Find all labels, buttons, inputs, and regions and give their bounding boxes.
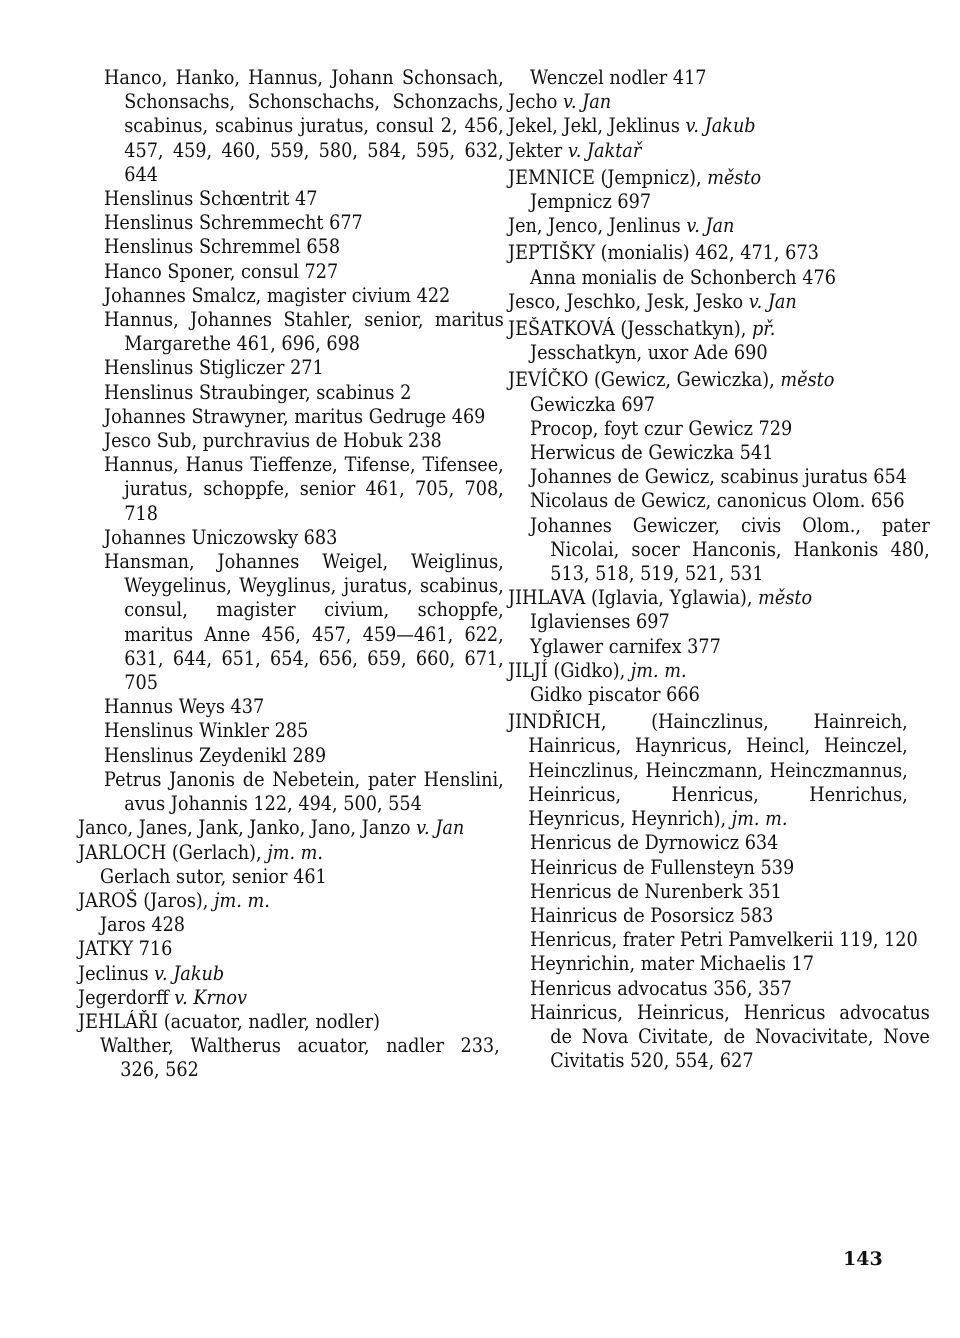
index-entry	[530, 341, 930, 365]
entry-text: Hainricus, Heinricus, Henricus advocatus de Nova Civitate, de Novacivitate, Nove Civitatis 520, 554, 627	[530, 1000, 930, 1073]
entry-text: Jegerdorff	[78, 985, 175, 1009]
entry-text: Hainricus de Posorsicz 583	[530, 903, 774, 927]
entry-text: Henslinus Stigliczer 271	[104, 356, 324, 380]
entry-note: jm. m.	[214, 888, 270, 912]
entry-text: Jesschatkyn, uxor Ade 690	[530, 341, 768, 365]
entry-text: JEMNICE (Jempnicz),	[508, 165, 708, 189]
index-entry	[530, 1001, 930, 1074]
entry-text: Henricus, frater Petri Pamvelkerii 119, 120	[530, 928, 918, 952]
index-entry	[78, 962, 478, 986]
index-entry	[530, 66, 930, 90]
index-entry	[104, 211, 504, 235]
index-entry	[104, 308, 504, 356]
index-entry	[104, 744, 504, 768]
index-entry	[104, 405, 504, 429]
index-entry	[100, 913, 500, 937]
entry-text: JEPTIŠKY (monialis) 462, 471, 673	[508, 241, 819, 265]
entry-note: jm. m.	[731, 807, 788, 831]
entry-note: v. Krnov	[174, 985, 247, 1009]
entry-text: Herwicus de Gewiczka 541	[530, 441, 774, 465]
index-entry	[104, 695, 504, 719]
index-entry	[508, 586, 908, 610]
entry-text: JEŠATKOVÁ (Jesschatkyn),	[508, 317, 752, 341]
entry-text: Henslinus Schœntrit 47	[104, 187, 318, 211]
index-entry	[78, 889, 478, 913]
index-entry	[530, 928, 930, 952]
index-entry	[104, 550, 504, 695]
entry-text: JEHLÁŘI (acuator, nadler, nodler)	[78, 1009, 381, 1033]
index-entry	[530, 977, 930, 1001]
index-entry	[508, 710, 908, 831]
entry-text: Gidko piscator 666	[530, 683, 700, 707]
entry-text: Jekel, Jekl, Jeklinus	[508, 114, 686, 138]
entry-text: Johannes Smalcz, magister civium 422	[104, 283, 451, 307]
entry-text: Janco, Janes, Jank, Janko, Jano, Janzo	[78, 816, 417, 840]
index-entry	[508, 139, 908, 163]
entry-text: Hanco Sponer, consul 727	[104, 259, 339, 283]
entry-text: Henslinus Straubinger, scabinus 2	[104, 380, 412, 404]
entry-text: Jesco, Jeschko, Jesk, Jesko	[508, 289, 749, 313]
entry-text: Henslinus Winkler 285	[104, 719, 309, 743]
index-entry	[78, 841, 478, 865]
page-number: 143	[843, 1248, 883, 1270]
index-entry	[508, 241, 908, 265]
entry-text: Yglawer carnifex 377	[530, 634, 721, 658]
index-entry	[530, 441, 930, 465]
entry-text: Iglavienses 697	[530, 610, 670, 634]
entry-text: Walther, Waltherus acuator, nadler 233, 326, 562	[100, 1034, 500, 1082]
entry-text: Johannes Uniczowsky 683	[104, 525, 338, 549]
entry-note: město	[707, 165, 762, 189]
index-entry	[530, 952, 930, 976]
index-entry	[78, 937, 478, 961]
index-entry	[104, 187, 504, 211]
index-entry	[104, 429, 504, 453]
index-entry	[530, 393, 930, 417]
index-entry	[104, 260, 504, 284]
entry-text: JILJÍ (Gidko),	[508, 658, 631, 682]
entry-text: Henricus de Nurenberk 351	[530, 879, 782, 903]
index-entry	[104, 66, 504, 187]
entry-text: Gewiczka 697	[530, 392, 656, 416]
index-entry	[104, 235, 504, 259]
entry-text: Heynrichin, mater Michaelis 17	[530, 952, 814, 976]
entry-text: Hannus, Johannes Stahler, senior, maritus Margarethe 461, 696, 698	[104, 308, 504, 356]
entry-text: Hannus, Hanus Tieffenze, Tifense, Tifensee, juratus, schoppfe, senior 461, 705, 708, 718	[104, 453, 504, 525]
entry-text: Henslinus Schremmel 658	[104, 235, 341, 259]
index-entry	[508, 290, 908, 314]
left-column	[78, 66, 504, 1083]
entry-text: Gerlach sutor, senior 461	[100, 864, 327, 888]
entry-text: Jesco Sub, purchravius de Hobuk 238	[104, 429, 442, 453]
entry-note: př.	[751, 317, 776, 341]
entry-note: v. Jan	[416, 816, 465, 840]
entry-note: město	[780, 368, 835, 392]
entry-text: Hannus Weys 437	[104, 695, 265, 719]
entry-note: jm. m.	[267, 840, 324, 864]
entry-text: Henslinus Schremmecht 677	[104, 211, 363, 235]
entry-note: v. Jan	[686, 214, 735, 238]
index-entry	[530, 683, 930, 707]
entry-note: město	[758, 586, 813, 610]
index-entry	[530, 880, 930, 904]
index-entry	[530, 635, 930, 659]
index-entry	[530, 465, 930, 489]
entry-text: Jecho	[508, 90, 564, 114]
entry-text: Hanco, Hanko, Hannus, Johann Schonsach, Schonsachs, Schonschachs, Schonzachs, scabinus, scabinus juratus, consul 2, 456, 457, 459, 460, 559, 580, 584, 595, 632, 644	[104, 66, 504, 186]
entry-text: Anna monialis de Schonberch 476	[530, 265, 836, 289]
index-entry	[78, 1010, 478, 1034]
entry-text: Johannes Strawyner, maritus Gedruge 469	[104, 404, 486, 428]
entry-text: Jaros 428	[100, 913, 186, 937]
entry-text: Henricus de Dyrnowicz 634	[530, 831, 779, 855]
entry-note: v. Jaktař	[567, 138, 642, 162]
entry-text: JINDŘICH, (Hainczlinus, Hainreich, Hainricus, Haynricus, Heincl, Heinczel, Heinczlinus, Heinczmann, Heinczmannus, Heinricus, Henricus, Henrichus, Heynricus, Heynrich),	[508, 710, 908, 831]
index-entry	[508, 90, 908, 114]
entry-text: Wenczel nodler 417	[530, 66, 707, 89]
entry-text: Jempnicz 697	[530, 190, 652, 214]
entry-text: Jeclinus	[78, 961, 155, 985]
index-entry	[78, 816, 478, 840]
entry-text: Henricus advocatus 356, 357	[530, 976, 792, 1000]
index-entry	[530, 514, 930, 587]
entry-text: Procop, foyt czur Gewicz 729	[530, 416, 793, 440]
index-entry	[530, 266, 930, 290]
index-entry	[508, 114, 908, 138]
index-entry	[530, 190, 930, 214]
index-entry	[508, 166, 908, 190]
right-column	[508, 66, 930, 1073]
index-entry	[530, 831, 930, 855]
entry-text: Henslinus Zeydenikl 289	[104, 743, 327, 767]
entry-text: JARLOCH (Gerlach),	[78, 840, 268, 864]
index-entry	[530, 856, 930, 880]
entry-text: Petrus Janonis de Nebetein, pater Henslini, avus Johannis 122, 494, 500, 554	[104, 767, 504, 816]
entry-text: Nicolaus de Gewicz, canonicus Olom. 656	[530, 489, 905, 513]
index-entry	[508, 317, 908, 341]
entry-text: JATKY 716	[78, 937, 173, 961]
entry-text: Johannes Gewiczer, civis Olom., pater Nicolai, socer Hanconis, Hankonis 480, 513, 518, 519, 521, 531	[530, 513, 930, 586]
entry-text: Jekter	[508, 138, 568, 162]
index-entry	[104, 381, 504, 405]
index-entry	[100, 1034, 500, 1082]
index-entry	[78, 986, 478, 1010]
entry-note: v. Jakub	[154, 961, 225, 985]
index-entry	[104, 526, 504, 550]
index-entry	[104, 453, 504, 526]
entry-text: Jen, Jenco, Jenlinus	[508, 214, 687, 238]
index-entry	[104, 768, 504, 816]
index-entry	[530, 489, 930, 513]
entry-note: v. Jan	[748, 289, 797, 313]
index-entry	[104, 356, 504, 380]
entry-note: v. Jan	[563, 90, 612, 114]
index-entry	[530, 610, 930, 634]
index-entry	[104, 719, 504, 743]
entry-text: JEVÍČKO (Gewicz, Gewiczka),	[508, 368, 781, 392]
index-entry	[508, 659, 908, 683]
index-entry	[530, 417, 930, 441]
index-entry	[508, 214, 908, 238]
entry-text: Hansman, Johannes Weigel, Weiglinus, Weygelinus, Weyglinus, juratus, scabinus, consul, magister civium, schoppfe, maritus Anne 456, 457, 459—461, 622, 631, 644, 651, 654, 656, 659, 660, 671, 705	[104, 550, 504, 695]
entry-text: JAROŠ (Jaros),	[78, 888, 215, 912]
entry-text: Johannes de Gewicz, scabinus juratus 654	[530, 465, 907, 489]
entry-note: jm. m.	[630, 658, 687, 682]
index-entry	[530, 904, 930, 928]
index-entry	[508, 368, 908, 392]
entry-text: Heinricus de Fullensteyn 539	[530, 855, 795, 879]
entry-note: v. Jakub	[685, 114, 756, 138]
index-entry	[104, 284, 504, 308]
entry-text: JIHLAVA (Iglavia, Yglawia),	[508, 586, 759, 610]
index-entry	[100, 865, 500, 889]
